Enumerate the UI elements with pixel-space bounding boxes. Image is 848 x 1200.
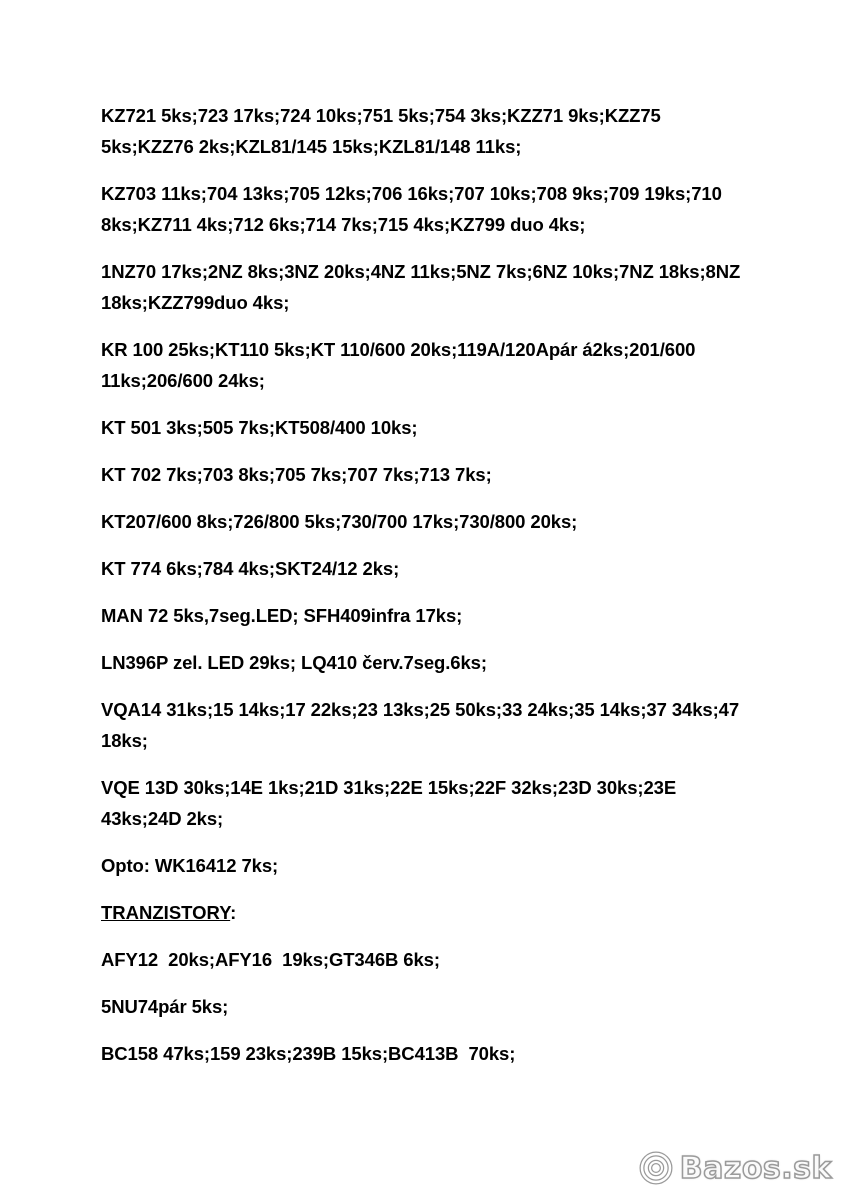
paragraph-afy12: AFY12 20ks;AFY16 19ks;GT346B 6ks; (101, 949, 440, 970)
paragraph-kz703: KZ703 11ks;704 13ks;705 12ks;706 16ks;707 10ks;708 9ks;709 19ks;710 8ks;KZ711 4ks;712 6ks;714 7ks;715 4ks;KZ799 duo 4ks; (101, 183, 727, 235)
paragraph-kt207: KT207/600 8ks;726/800 5ks;730/700 17ks;730/800 20ks; (101, 511, 578, 532)
watermark (638, 1150, 832, 1186)
paragraph-kz721: KZ721 5ks;723 17ks;724 10ks;751 5ks;754 3ks;KZZ71 9ks;KZZ75 5ks;KZZ76 2ks;KZL81/145 15ks;KZL81/148 11ks; (101, 105, 666, 157)
paragraph-bc158: BC158 47ks;159 23ks;239B 15ks;BC413B 70ks; (101, 1043, 516, 1064)
document-content (101, 100, 746, 1085)
paragraph-ln396p: LN396P zel. LED 29ks; LQ410 červ.7seg.6ks; (101, 652, 487, 673)
paragraph-opto: Opto: WK16412 7ks; (101, 855, 279, 876)
paragraph-1nz70: 1NZ70 17ks;2NZ 8ks;3NZ 20ks;4NZ 11ks;5NZ 7ks;6NZ 10ks;7NZ 18ks;8NZ 18ks;KZZ799duo 4ks; (101, 261, 746, 313)
paragraph-vqe13d: VQE 13D 30ks;14E 1ks;21D 31ks;22E 15ks;22F 32ks;23D 30ks;23E 43ks;24D 2ks; (101, 777, 682, 829)
at-sign-icon (638, 1150, 674, 1186)
paragraph-vqa14: VQA14 31ks;15 14ks;17 22ks;23 13ks;25 50ks;33 24ks;35 14ks;37 34ks;47 18ks; (101, 699, 745, 751)
watermark-text: Bazos.sk (679, 1150, 832, 1186)
paragraph-5nu74: 5NU74pár 5ks; (101, 996, 229, 1017)
paragraph-kt702: KT 702 7ks;703 8ks;705 7ks;707 7ks;713 7ks; (101, 464, 492, 485)
paragraph-man72: MAN 72 5ks,7seg.LED; SFH409infra 17ks; (101, 605, 463, 626)
paragraph-kr100: KR 100 25ks;KT110 5ks;KT 110/600 20ks;119A/120Apár á2ks;201/600 11ks;206/600 24ks; (101, 339, 701, 391)
paragraph-kt774: KT 774 6ks;784 4ks;SKT24/12 2ks; (101, 558, 400, 579)
section-heading-suffix: : (230, 902, 237, 923)
section-heading-text: TRANZISTORY (101, 902, 231, 923)
section-heading (101, 897, 741, 928)
paragraph-kt501: KT 501 3ks;505 7ks;KT508/400 10ks; (101, 417, 418, 438)
